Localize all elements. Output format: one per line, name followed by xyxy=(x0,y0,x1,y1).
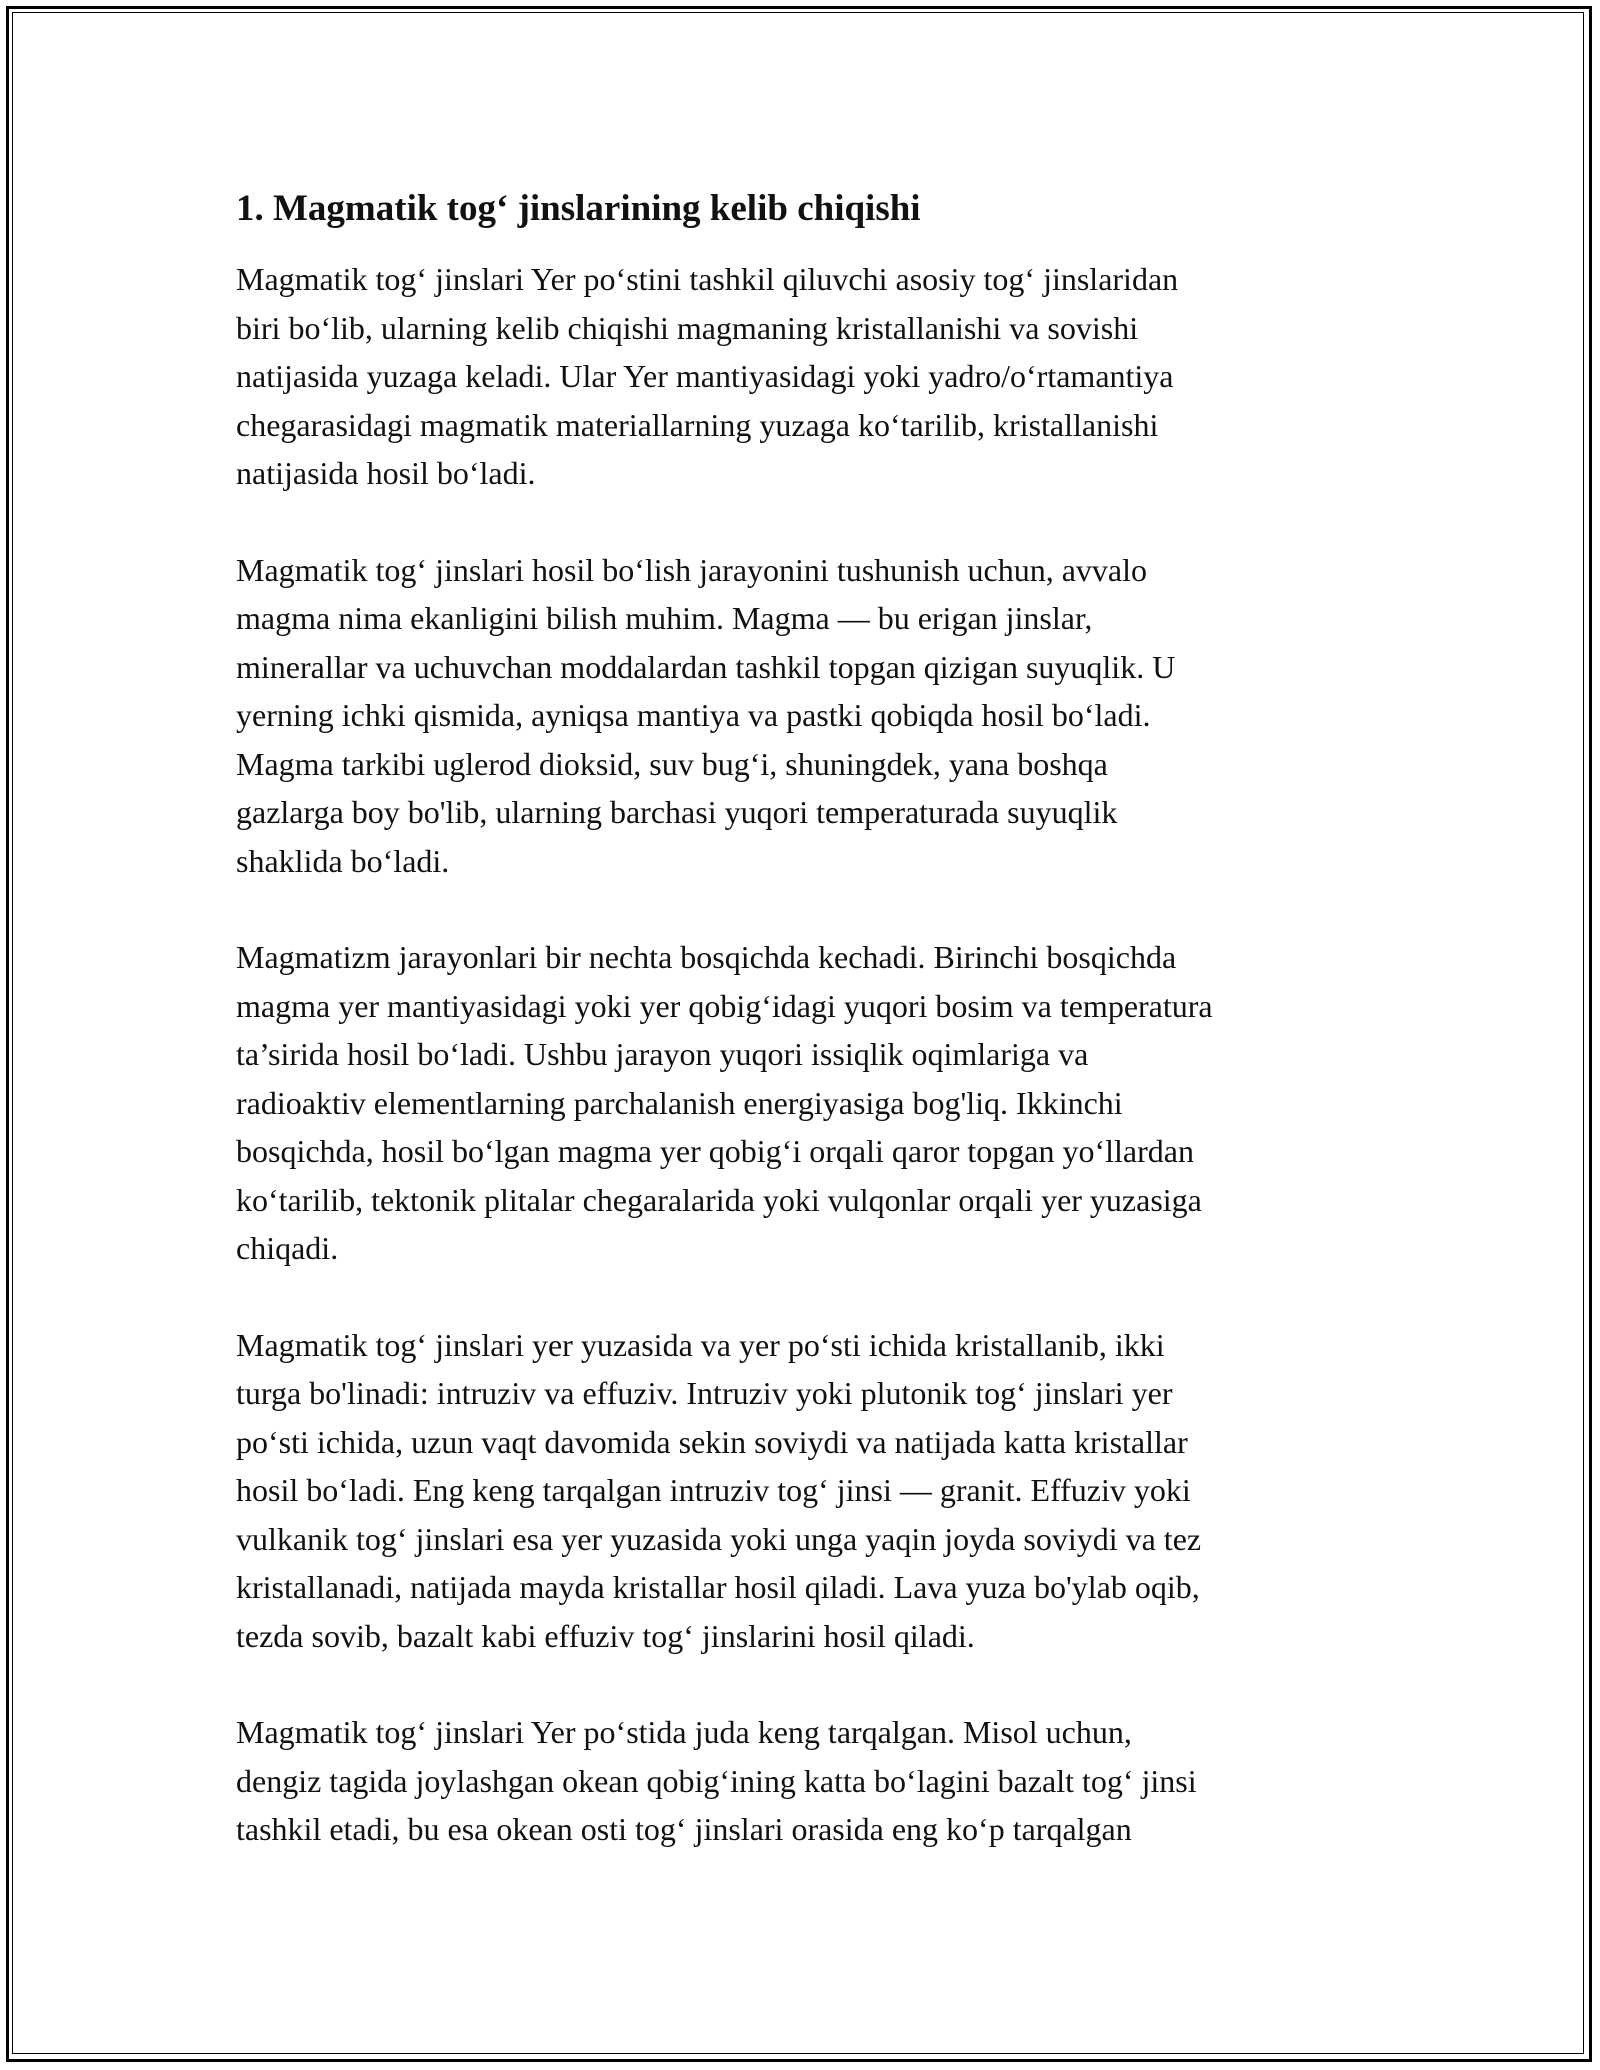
paragraph xyxy=(236,255,1386,498)
paragraph-line: magma yer mantiyasidagi yoki yer qobig‘idagi yuqori bosim va temperatura xyxy=(236,987,1213,1024)
paragraph-line: magma nima ekanligini bilish muhim. Magma — bu erigan jinslar, xyxy=(236,600,1093,637)
paragraph-line: Magmatik tog‘ jinslari yer yuzasida va yer po‘sti ichida kristallanib, ikki xyxy=(236,1326,1165,1363)
section-heading: 1. Magmatik tog‘ jinslarining kelib chiqishi xyxy=(236,188,921,229)
paragraph-line: natijasida hosil bo‘ladi. xyxy=(236,455,536,492)
paragraph-line: biri bo‘lib, ularning kelib chiqishi magmaning kristallanishi va sovishi xyxy=(236,309,1139,346)
paragraph-line: chegarasidagi magmatik materiallarning yuzaga ko‘tarilib, kristallanishi xyxy=(236,406,1159,443)
paragraph-line: minerallar va uchuvchan moddalardan tashkil topgan qizigan suyuqlik. U xyxy=(236,648,1176,685)
paragraph-line: natijasida yuzaga keladi. Ular Yer mantiyasidagi yoki yadro/o‘rtamantiya xyxy=(236,358,1174,395)
paragraph-line: po‘sti ichida, uzun vaqt davomida sekin soviydi va natijada katta kristallar xyxy=(236,1423,1188,1460)
paragraph-line: Magmatizm jarayonlari bir nechta bosqichda kechadi. Birinchi bosqichda xyxy=(236,939,1177,976)
paragraph-line: chiqadi. xyxy=(236,1230,339,1267)
paragraph-line: tashkil etadi, bu esa okean osti tog‘ jinslari orasida eng ko‘p tarqalgan xyxy=(236,1811,1132,1848)
paragraph-line: yerning ichki qismida, ayniqsa mantiya va pastki qobiqda hosil bo‘ladi. xyxy=(236,697,1151,734)
paragraph-line: vulkanik tog‘ jinslari esa yer yuzasida yoki unga yaqin joyda soviydi va tez xyxy=(236,1520,1202,1557)
paragraph-line: dengiz tagida joylashgan okean qobig‘ining katta bo‘lagini bazalt tog‘ jinsi xyxy=(236,1762,1197,1799)
paragraph xyxy=(236,1321,1386,1661)
paragraph-line: kristallanadi, natijada mayda kristallar hosil qiladi. Lava yuza bo'ylab oqib, xyxy=(236,1569,1200,1606)
paragraph-line: ta’sirida hosil bo‘ladi. Ushbu jarayon yuqori issiqlik oqimlariga va xyxy=(236,1036,1089,1073)
paragraph xyxy=(236,546,1386,886)
paragraph-line: ko‘tarilib, tektonik plitalar chegaralarida yoki vulqonlar orqali yer yuzasiga xyxy=(236,1181,1202,1218)
paragraph-line: radioaktiv elementlarning parchalanish energiyasiga bog'liq. Ikkinchi xyxy=(236,1084,1123,1121)
paragraph-line: turga bo'linadi: intruziv va effuziv. Intruziv yoki plutonik tog‘ jinslari yer xyxy=(236,1375,1173,1412)
paragraph-list xyxy=(236,255,1386,1854)
paragraph-line: shaklida bo‘ladi. xyxy=(236,842,450,879)
paragraph-line: Magmatik tog‘ jinslari Yer po‘stini tashkil qiluvchi asosiy tog‘ jinslaridan xyxy=(236,261,1179,298)
paragraph xyxy=(236,933,1386,1273)
paragraph-line: bosqichda, hosil bo‘lgan magma yer qobig‘i orqali qaror topgan yo‘llardan xyxy=(236,1133,1194,1170)
paragraph-line: hosil bo‘ladi. Eng keng tarqalgan intruziv tog‘ jinsi — granit. Effuziv yoki xyxy=(236,1472,1191,1509)
paragraph-line: Magmatik tog‘ jinslari hosil bo‘lish jarayonini tushunish uchun, avvalo xyxy=(236,551,1147,588)
document-body xyxy=(236,185,1386,1902)
paragraph-line: tezda sovib, bazalt kabi effuziv tog‘ jinslarini hosil qiladi. xyxy=(236,1617,975,1654)
paragraph-line: gazlarga boy bo'lib, ularning barchasi yuqori temperaturada suyuqlik xyxy=(236,794,1118,831)
paragraph xyxy=(236,1708,1386,1854)
paragraph-line: Magma tarkibi uglerod dioksid, suv bug‘i, shuningdek, yana boshqa xyxy=(236,745,1108,782)
paragraph-line: Magmatik tog‘ jinslari Yer po‘stida juda keng tarqalgan. Misol uchun, xyxy=(236,1714,1132,1751)
